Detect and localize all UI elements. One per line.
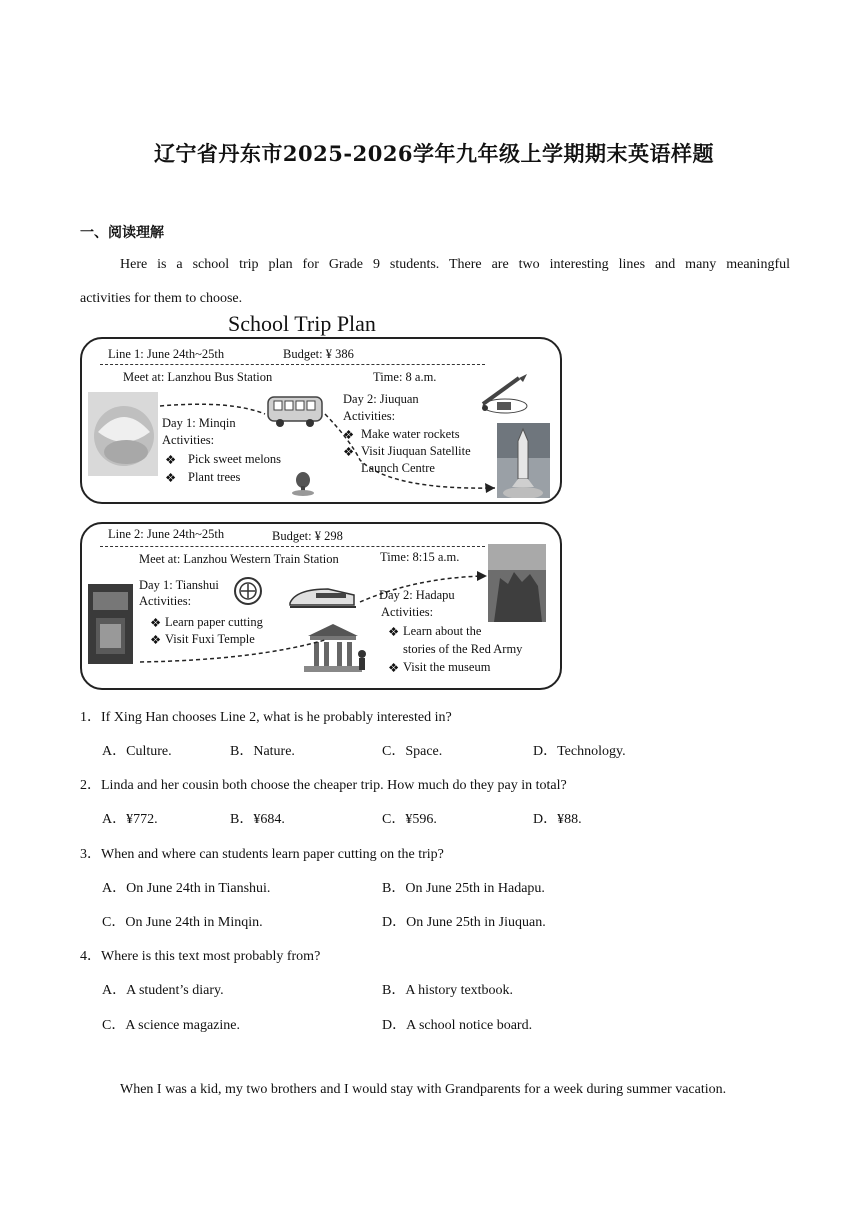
line2-day1-title: Day 1: Tianshui [139,578,219,592]
q2-option-d: D．¥88. [533,812,582,827]
intro-line-2: activities for them to choose. [80,291,243,306]
line1-day2-bullet-1: ❖ [343,428,355,442]
line1-day1-bullet-1: ❖ [165,453,177,467]
line1-time: Time: 8 a.m. [373,370,437,384]
line1-day1-item-2: Plant trees [188,470,241,484]
line2-day1-activities: Activities: [139,594,192,608]
line2-day2-bullet-1: ❖ [388,625,400,639]
line2-day1-bullet-2: ❖ [150,633,162,647]
line2-day2-item-1: Learn about the [403,624,482,638]
q1-option-d: D．Technology. [533,744,626,759]
q4-option-d: D．A school notice board. [382,1018,533,1033]
line1-day2-item-2: Visit Jiuquan Satellite [361,444,471,458]
q2-option-c: C．¥596. [382,812,437,827]
question-4: 4．Where is this text most probably from? [80,949,321,964]
line1-day2-bullet-2: ❖ [343,445,355,459]
q3-option-c: C．On June 24th in Minqin. [102,915,263,930]
rocket-photo [497,423,550,498]
line1-day1-activities: Activities: [162,433,215,447]
line2-day2-bullet-2: ❖ [388,661,400,675]
line2-meet: Meet at: Lanzhou Western Train Station [139,552,339,566]
line2-dates: Line 2: June 24th~25th [108,527,225,541]
line1-day1-bullet-2: ❖ [165,471,177,485]
next-passage-start: When I was a kid, my two brothers and I would stay with Grandparents for a week during summer vacation. [120,1082,727,1097]
q1-option-b: B．Nature. [230,744,295,759]
intro-line-1: Here is a school trip plan for Grade 9 students. There are two interesting lines and many meaningful [120,257,790,272]
line1-day2-title: Day 2: Jiuquan [343,392,419,406]
intro-paragraph [80,248,790,316]
line1-day1-item-1: Pick sweet melons [188,452,282,466]
line1-day2-activities: Activities: [343,409,396,423]
line2-day1-bullet-1: ❖ [150,616,162,630]
line1-budget: Budget: ¥ 386 [283,347,354,361]
q3-option-b: B．On June 25th in Hadapu. [382,881,545,896]
q4-option-a: A．A student’s diary. [102,983,224,998]
line2-day1-item-1: Learn paper cutting [165,615,263,629]
line2-day2-item-2: stories of the Red Army [403,642,523,656]
line2-day2-item-3: Visit the museum [403,660,491,674]
line1-day1-title: Day 1: Minqin [162,416,236,430]
page-title: 辽宁省丹东市2025-2026学年九年级上学期期末英语样题 [153,141,715,166]
q1-option-a: A．Culture. [102,744,172,759]
line2-day1-item-2: Visit Fuxi Temple [165,632,255,646]
q2-option-a: A．¥772. [102,812,158,827]
line2-divider [100,546,485,547]
line2-day2-title: Day 2: Hadapu [379,588,455,602]
q3-option-d: D．On June 25th in Jiuquan. [382,915,546,930]
line1-meet: Meet at: Lanzhou Bus Station [123,370,273,384]
q3-option-a: A．On June 24th in Tianshui. [102,881,271,896]
q1-option-c: C．Space. [382,744,443,759]
line1-day2-item-1: Make water rockets [361,427,460,441]
line2-day2-activities: Activities: [381,605,434,619]
question-1: 1．If Xing Han chooses Line 2, what is he probably interested in? [80,710,452,725]
paper-cutting-book-image [88,584,133,664]
red-army-photo [488,544,546,622]
q2-option-b: B．¥684. [230,812,285,827]
q4-option-c: C．A science magazine. [102,1018,241,1033]
line2-time: Time: 8:15 a.m. [380,550,460,564]
question-3: 3．When and where can students learn paper cutting on the trip? [80,847,444,862]
question-2: 2．Linda and her cousin both choose the cheaper trip. How much do they pay in total? [80,778,567,793]
section-heading: 一、阅读理解 [80,225,164,241]
line1-day2-item-3: Launch Centre [361,461,435,475]
plan-title: School Trip Plan [228,311,376,336]
melon-image [88,392,158,476]
line1-dates: Line 1: June 24th~25th [108,347,225,361]
q4-option-b: B．A history textbook. [382,983,514,998]
line1-divider [100,364,485,365]
line2-budget: Budget: ¥ 298 [272,529,343,543]
